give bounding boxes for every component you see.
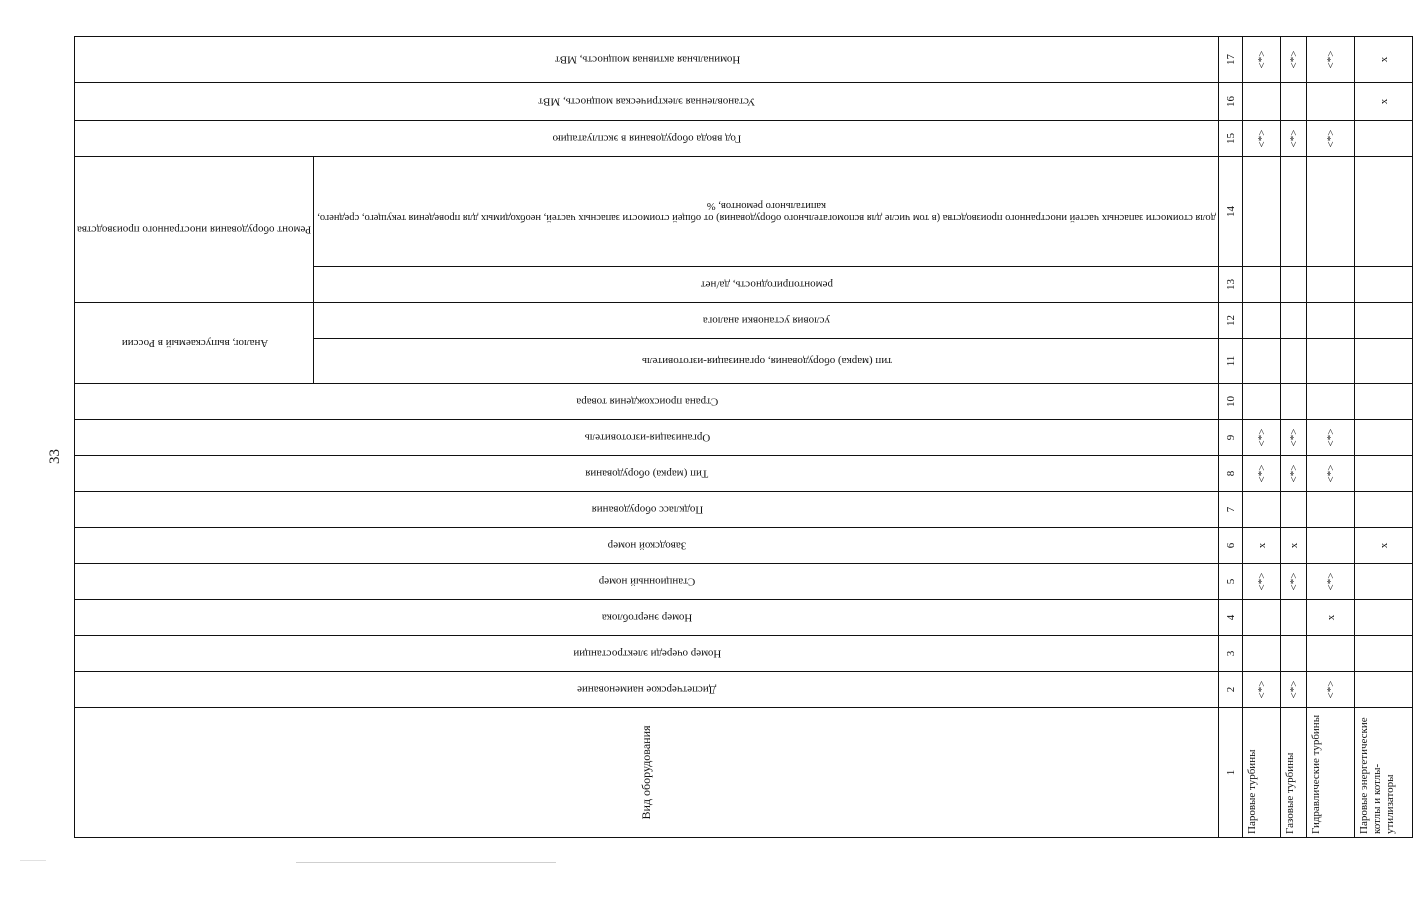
table-cell bbox=[1281, 492, 1307, 528]
equipment-type-header: Вид оборудования bbox=[75, 708, 1219, 838]
col-num-3: 3 bbox=[1219, 636, 1243, 672]
table-row bbox=[1307, 37, 1355, 838]
table-cell bbox=[1243, 384, 1281, 420]
table-cell bbox=[1243, 157, 1281, 267]
col-num-16: 16 bbox=[1219, 83, 1243, 121]
col-header-17: Номинальная активная мощность, МВт bbox=[75, 37, 1219, 83]
col-header-6: Заводской номер bbox=[75, 528, 1219, 564]
row-equipment-name: Газовые турбины bbox=[1281, 708, 1307, 838]
table-cell: <*> bbox=[1307, 564, 1355, 600]
col-num-17: 17 bbox=[1219, 37, 1243, 83]
col-header-11: тип (марка) оборудования, организация-изготовитель bbox=[314, 339, 1219, 384]
table-cell bbox=[1355, 384, 1413, 420]
table-cell bbox=[1243, 600, 1281, 636]
rotated-table-container bbox=[74, 44, 1397, 838]
col-num-10: 10 bbox=[1219, 384, 1243, 420]
col-header-16: Установленная электрическая мощность, МВт bbox=[75, 83, 1219, 121]
column-number-row bbox=[1219, 37, 1243, 838]
col-num-4: 4 bbox=[1219, 600, 1243, 636]
col-header-3: Номер очереди электростанции bbox=[75, 636, 1219, 672]
col-header-4: Номер энергоблока bbox=[75, 600, 1219, 636]
table-cell: <*> bbox=[1281, 672, 1307, 708]
table-cell bbox=[1355, 456, 1413, 492]
table-cell bbox=[1281, 267, 1307, 303]
group-header-analog: Аналог, выпускаемый в России bbox=[75, 303, 314, 384]
table-cell bbox=[1355, 636, 1413, 672]
table-cell bbox=[1307, 303, 1355, 339]
table-cell: <*> bbox=[1307, 121, 1355, 157]
table-cell bbox=[1243, 636, 1281, 672]
table-cell bbox=[1281, 303, 1307, 339]
col-num-11: 11 bbox=[1219, 339, 1243, 384]
table-cell: <*> bbox=[1307, 420, 1355, 456]
row-equipment-name: Паровые турбины bbox=[1243, 708, 1281, 838]
table-cell: <*> bbox=[1307, 672, 1355, 708]
table-cell: <*> bbox=[1281, 420, 1307, 456]
table-cell: <*> bbox=[1243, 37, 1281, 83]
col-num-9: 9 bbox=[1219, 420, 1243, 456]
table-cell bbox=[1355, 672, 1413, 708]
col-num-6: 6 bbox=[1219, 528, 1243, 564]
col-header-12: условия установки аналога bbox=[314, 303, 1219, 339]
table-cell bbox=[1355, 600, 1413, 636]
table-cell: <*> bbox=[1243, 121, 1281, 157]
page-number: 33 bbox=[47, 449, 63, 464]
table-cell bbox=[1281, 83, 1307, 121]
group-header-repair: Ремонт оборудования иностранного производства bbox=[75, 157, 314, 303]
table-cell: <*> bbox=[1281, 456, 1307, 492]
col-header-7: Подкласс оборудования bbox=[75, 492, 1219, 528]
col-num-8: 8 bbox=[1219, 456, 1243, 492]
row-equipment-name: Паровые энергетические котлы и котлы-утилизаторы bbox=[1355, 708, 1413, 838]
table-cell: <*> bbox=[1243, 564, 1281, 600]
scan-margin-mark bbox=[20, 860, 46, 861]
table-cell bbox=[1281, 384, 1307, 420]
col-header-8: Тип (марка) оборудования bbox=[75, 456, 1219, 492]
table-cell bbox=[1281, 600, 1307, 636]
table-cell: <*> bbox=[1243, 672, 1281, 708]
table-cell: x bbox=[1355, 83, 1413, 121]
table-cell bbox=[1281, 636, 1307, 672]
table-cell bbox=[1355, 492, 1413, 528]
scan-line bbox=[296, 862, 556, 863]
table-cell bbox=[1307, 157, 1355, 267]
table-cell: x bbox=[1355, 37, 1413, 83]
table-row bbox=[1243, 37, 1281, 838]
col-num-13: 13 bbox=[1219, 267, 1243, 303]
table-cell: x bbox=[1281, 528, 1307, 564]
col-num-7: 7 bbox=[1219, 492, 1243, 528]
table-cell bbox=[1307, 384, 1355, 420]
col-header-14: доля стоимости запасных частей иностранного производства (в том числе для вспомогательного оборудования) от общей стоимости запасных частей, необходимых для проведения текущего, среднего, капитального ремонтов, % bbox=[314, 157, 1219, 267]
table-cell bbox=[1243, 303, 1281, 339]
table-cell bbox=[1355, 420, 1413, 456]
table-cell bbox=[1307, 528, 1355, 564]
table-cell bbox=[1307, 267, 1355, 303]
table-cell: x bbox=[1243, 528, 1281, 564]
table-cell: <*> bbox=[1281, 121, 1307, 157]
table-cell: <*> bbox=[1243, 420, 1281, 456]
table-cell bbox=[1307, 83, 1355, 121]
table-cell bbox=[1307, 492, 1355, 528]
table-cell bbox=[1355, 157, 1413, 267]
table-cell bbox=[1243, 492, 1281, 528]
table-cell bbox=[1281, 157, 1307, 267]
header-row-top bbox=[75, 37, 314, 838]
table-cell bbox=[1355, 267, 1413, 303]
table-cell bbox=[1355, 121, 1413, 157]
table-cell: <*> bbox=[1307, 37, 1355, 83]
table-cell bbox=[1307, 339, 1355, 384]
table-cell bbox=[1355, 564, 1413, 600]
table-cell bbox=[1307, 636, 1355, 672]
table-row bbox=[1355, 37, 1413, 838]
table-cell bbox=[1243, 83, 1281, 121]
table-cell: x bbox=[1355, 528, 1413, 564]
table-cell bbox=[1355, 303, 1413, 339]
table-cell: <*> bbox=[1281, 564, 1307, 600]
table-cell bbox=[1355, 339, 1413, 384]
table-cell bbox=[1243, 339, 1281, 384]
col-num-2: 2 bbox=[1219, 672, 1243, 708]
col-header-2: Диспетчерское наименование bbox=[75, 672, 1219, 708]
table-row bbox=[1281, 37, 1307, 838]
col-header-13: ремонтопригодность, да/нет bbox=[314, 267, 1219, 303]
table-cell: <*> bbox=[1281, 37, 1307, 83]
col-num-5: 5 bbox=[1219, 564, 1243, 600]
col-header-10: Страна происхождения товара bbox=[75, 384, 1219, 420]
col-header-9: Организация-изготовитель bbox=[75, 420, 1219, 456]
equipment-table bbox=[74, 36, 1413, 838]
table-cell: x bbox=[1307, 600, 1355, 636]
col-num-15: 15 bbox=[1219, 121, 1243, 157]
row-equipment-name: Гидравлические турбины bbox=[1307, 708, 1355, 838]
col-num-14: 14 bbox=[1219, 157, 1243, 267]
col-num-1: 1 bbox=[1219, 708, 1243, 838]
table-cell: <*> bbox=[1243, 456, 1281, 492]
col-header-15: Год ввода оборудования в эксплуатацию bbox=[75, 121, 1219, 157]
col-header-5: Станционный номер bbox=[75, 564, 1219, 600]
table-cell bbox=[1243, 267, 1281, 303]
table-cell bbox=[1281, 339, 1307, 384]
table-cell: <*> bbox=[1307, 456, 1355, 492]
col-num-12: 12 bbox=[1219, 303, 1243, 339]
